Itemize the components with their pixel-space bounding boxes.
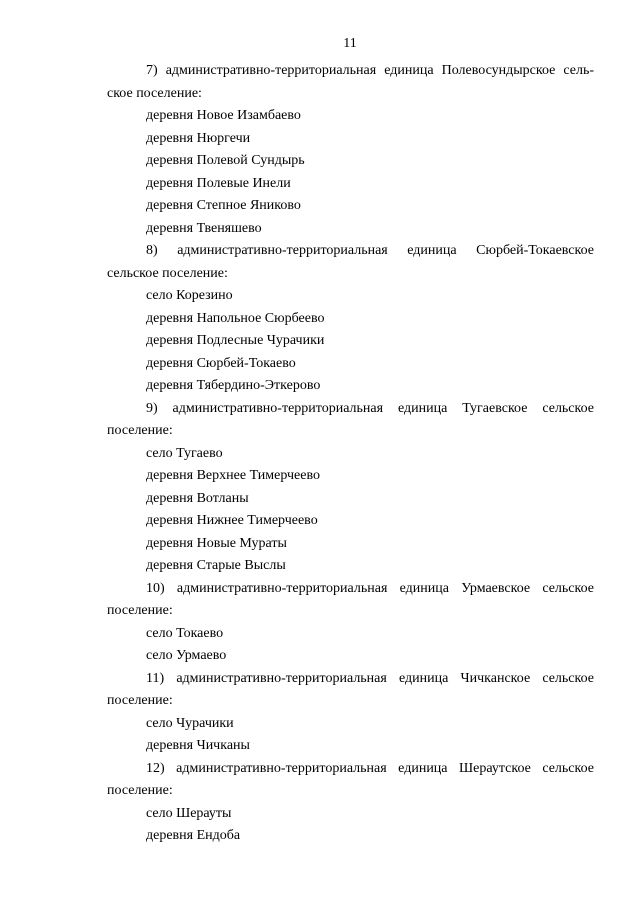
list-item: село Токаево — [146, 625, 224, 641]
section-heading-line: ское поселение: — [107, 85, 202, 101]
list-item: деревня Ендоба — [146, 828, 241, 843]
list-item: село Шерауты — [146, 805, 232, 821]
list-item: деревня Чичканы — [146, 738, 250, 753]
section-12 — [107, 758, 594, 848]
section-heading-line: поселение: — [107, 603, 173, 618]
section-heading-line: поселение: — [107, 423, 173, 438]
list-item: деревня Полевой Сундырь — [146, 153, 305, 168]
list-item: деревня Нюргечи — [146, 130, 251, 146]
list-item: деревня Новое Изамбаево — [146, 108, 301, 123]
list-item: деревня Нижнее Тимерчеево — [146, 513, 318, 528]
list-item: деревня Сюрбей-Токаево — [146, 355, 296, 371]
section-heading-line: сельское поселение: — [107, 265, 228, 281]
section-heading-line: 8) административно-территориальная единица Сюрбей-Токаевское — [146, 243, 594, 258]
section-8 — [107, 240, 594, 398]
section-heading-line: 9) административно-территориальная единица Тугаевское сельское — [146, 400, 594, 416]
section-heading-line: 10) административно-территориальная единица Урмаевское сельское — [146, 580, 594, 596]
list-item: деревня Верхнее Тимерчеево — [146, 468, 320, 483]
list-item: село Чурачики — [146, 715, 234, 731]
list-item: село Тугаево — [146, 445, 223, 461]
list-item: деревня Степное Яниково — [146, 198, 301, 213]
document-body — [107, 60, 594, 848]
page-number: 11 — [343, 36, 357, 51]
list-item: деревня Новые Мураты — [146, 535, 287, 551]
section-heading-line: 7) административно-территориальная единица Полевосундырское сель- — [146, 63, 594, 78]
section-heading-line: поселение: — [107, 693, 173, 708]
section-11 — [107, 668, 594, 758]
list-item: деревня Вотланы — [146, 490, 249, 506]
section-heading-line: поселение: — [107, 783, 173, 798]
section-9 — [107, 398, 594, 578]
list-item: деревня Подлесные Чурачики — [146, 333, 325, 348]
list-item: деревня Полевые Инели — [146, 175, 291, 191]
section-heading-line: 11) административно-территориальная единица Чичканское сельское — [146, 670, 594, 686]
list-item: деревня Тябердино-Эткерово — [146, 378, 321, 393]
list-item: село Урмаево — [146, 648, 227, 663]
list-item: деревня Напольное Сюрбеево — [146, 310, 325, 326]
list-item: село Корезино — [146, 288, 233, 303]
list-item: деревня Твеняшево — [146, 220, 262, 236]
section-10 — [107, 578, 594, 668]
list-item: деревня Старые Выслы — [146, 558, 286, 573]
section-7 — [107, 60, 594, 240]
section-heading-line: 12) административно-территориальная единица Шераутское сельское — [146, 760, 594, 776]
